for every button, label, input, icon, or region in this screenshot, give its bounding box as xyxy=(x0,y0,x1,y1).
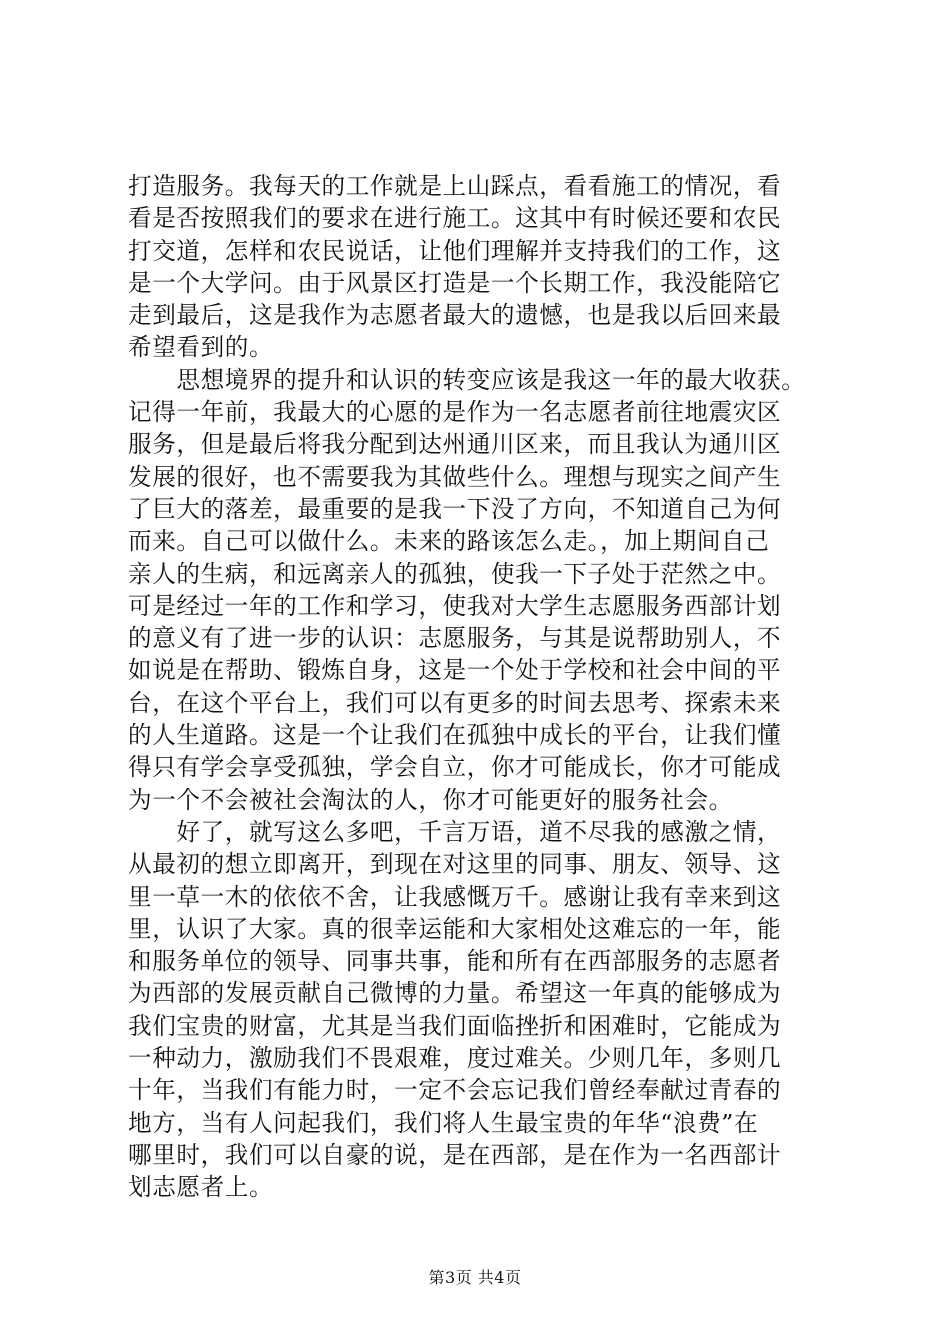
text-line: 我们宝贵的财富，尤其是当我们面临挫折和困难时，它能成为 xyxy=(128,1011,782,1040)
text-line: 亲人的生病，和远离亲人的孤独，使我一下子处于茫然之中。 xyxy=(128,559,782,588)
text-line: 台，在这个平台上，我们可以有更多的时间去思考、探索未来 xyxy=(128,688,782,717)
text-line: 如说是在帮助、锻炼自身，这是一个处于学校和社会中间的平 xyxy=(128,656,782,685)
text-line: 一种动力，激励我们不畏艰难，度过难关。少则几年，多则几 xyxy=(128,1044,782,1073)
text-line: 是一个大学问。由于风景区打造是一个长期工作，我没能陪它 xyxy=(128,268,782,297)
page-footer: 第3页 共4页 xyxy=(428,1268,522,1287)
text-line: 划志愿者上。 xyxy=(128,1173,274,1202)
text-line: 里，认识了大家。真的很幸运能和大家相处这难忘的一年，能 xyxy=(128,914,782,943)
text-line: 的意义有了进一步的认识：志愿服务，与其是说帮助别人，不 xyxy=(128,624,782,653)
text-line: 了巨大的落差，最重要的是我一下没了方向，不知道自己为何 xyxy=(128,494,782,523)
text-line: 走到最后，这是我作为志愿者最大的遗憾，也是我以后回来最 xyxy=(128,301,782,330)
text-line: 打交道，怎样和农民说话，让他们理解并支持我们的工作，这 xyxy=(128,236,782,265)
text-line: 为西部的发展贡献自己微博的力量。希望这一年真的能够成为 xyxy=(128,979,782,1008)
text-line: 里一草一木的依依不舍，让我感慨万千。感谢让我有幸来到这 xyxy=(128,882,782,911)
text-line: 地方，当有人问起我们，我们将人生最宝贵的年华“浪费”在 xyxy=(128,1108,759,1137)
text-line: 好了，就写这么多吧，千言万语，道不尽我的感激之情， xyxy=(128,817,782,846)
text-line: 从最初的想立即离开，到现在对这里的同事、朋友、领导、这 xyxy=(128,850,782,879)
text-line: 十年，当我们有能力时，一定不会忘记我们曾经奉献过青春的 xyxy=(128,1076,782,1105)
text-line: 看是否按照我们的要求在进行施工。这其中有时候还要和农民 xyxy=(128,204,782,233)
text-line: 为一个不会被社会淘汰的人，你才可能更好的服务社会。 xyxy=(128,785,733,814)
text-line: 记得一年前，我最大的心愿的是作为一名志愿者前往地震灾区 xyxy=(128,398,782,427)
text-line: 思想境界的提升和认识的转变应该是我这一年的最大收获。 xyxy=(128,365,806,394)
text-line: 服务，但是最后将我分配到达州通川区来，而且我认为通川区 xyxy=(128,430,782,459)
text-line: 可是经过一年的工作和学习，使我对大学生志愿服务西部计划 xyxy=(128,591,782,620)
text-line: 哪里时，我们可以自豪的说，是在西部，是在作为一名西部计 xyxy=(128,1140,782,1169)
text-line: 希望看到的。 xyxy=(128,333,274,362)
text-line: 打造服务。我每天的工作就是上山踩点，看看施工的情况，看 xyxy=(128,172,782,200)
text-line: 发展的很好，也不需要我为其做些什么。理想与现实之间产生 xyxy=(128,462,782,491)
document-body xyxy=(128,170,846,1204)
text-line: 得只有学会享受孤独，学会自立，你才可能成长，你才可能成 xyxy=(128,753,782,782)
text-line: 和服务单位的领导、同事共事，能和所有在西部服务的志愿者 xyxy=(128,947,782,976)
text-line: 而来。自己可以做什么。未来的路该怎么走。，加上期间自己 xyxy=(128,527,770,556)
text-line: 的人生道路。这是一个让我们在孤独中成长的平台，让我们懂 xyxy=(128,721,782,750)
